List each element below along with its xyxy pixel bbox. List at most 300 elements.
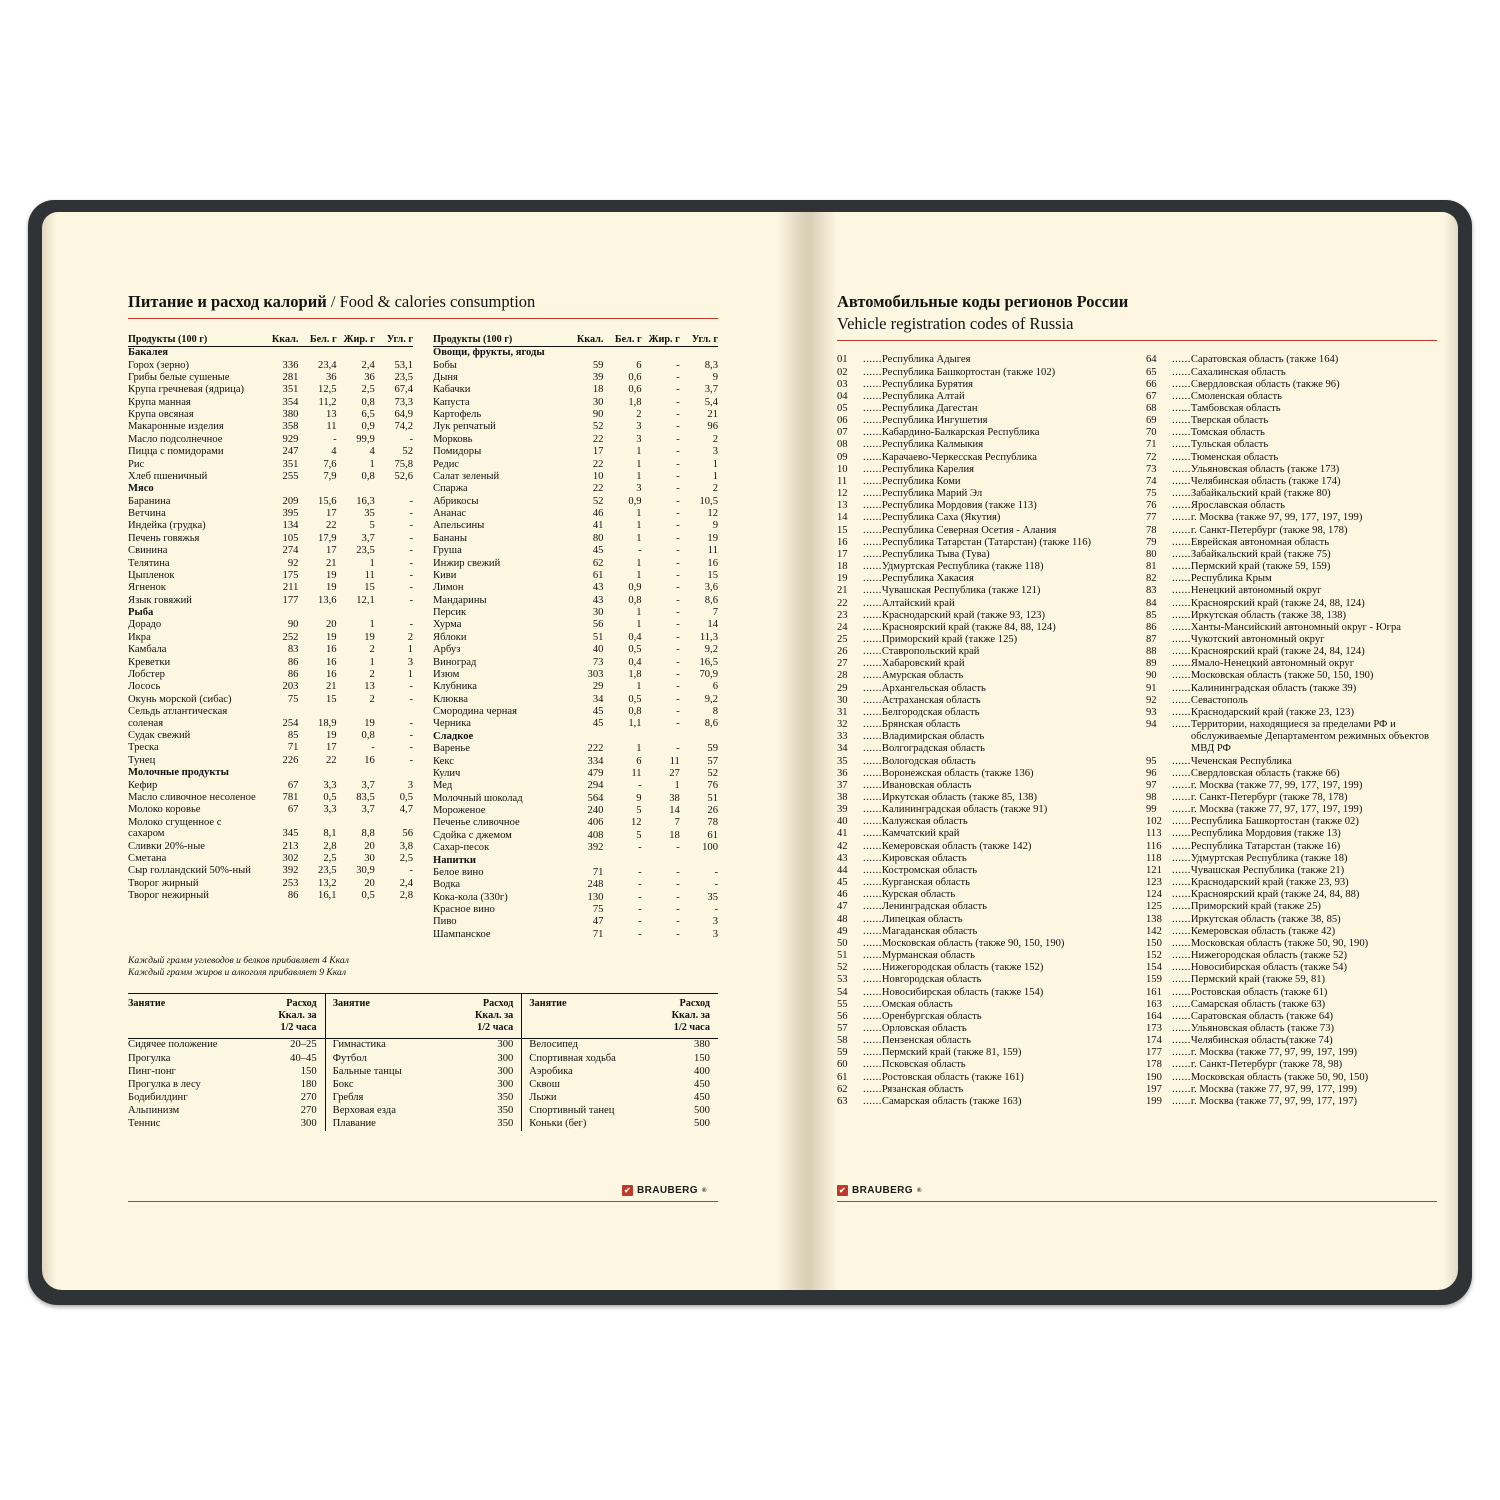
activity-kcal: 500 bbox=[694, 1105, 710, 1117]
region-code: 43 bbox=[837, 852, 848, 864]
table-row bbox=[128, 706, 413, 730]
region-name: Челябинская область (также 174) bbox=[1190, 475, 1341, 487]
food-value: 134 bbox=[282, 520, 299, 532]
region-dots: ...... bbox=[863, 500, 882, 512]
food-name: Шампанское bbox=[433, 928, 491, 940]
food-value: - bbox=[676, 557, 680, 569]
region-name: Республика Алтай bbox=[881, 390, 965, 402]
food-value: 71 bbox=[592, 866, 604, 878]
food-value: 45 bbox=[592, 545, 604, 557]
region-code-row bbox=[837, 585, 1128, 597]
food-value: 18 bbox=[592, 384, 604, 396]
table-row bbox=[433, 631, 718, 643]
region-name: Ульяновская область (также 73) bbox=[1190, 1022, 1335, 1034]
food-value: - bbox=[638, 780, 642, 792]
food-value: - bbox=[638, 866, 642, 878]
food-value: - bbox=[676, 644, 680, 656]
food-value: 0,5 bbox=[628, 693, 642, 705]
region-code: 42 bbox=[837, 840, 848, 852]
region-code: 39 bbox=[837, 804, 848, 816]
food-value: 35 bbox=[707, 891, 718, 903]
table-row bbox=[433, 594, 718, 606]
spend-line-3: 1/2 часа bbox=[673, 1021, 710, 1033]
table-row bbox=[128, 372, 413, 384]
region-code-row bbox=[1146, 610, 1437, 622]
food-name: Макаронные изделия bbox=[128, 421, 224, 433]
food-value: 334 bbox=[587, 755, 604, 767]
food-value: 1,8 bbox=[628, 396, 642, 408]
table-row bbox=[433, 829, 718, 841]
activity-name: Велосипед bbox=[522, 1038, 653, 1052]
region-name: Калининградская область (также 39) bbox=[1190, 682, 1357, 694]
food-value: 62 bbox=[592, 557, 604, 569]
region-code-row bbox=[837, 683, 1128, 695]
food-value: 209 bbox=[282, 495, 299, 507]
food-name: Капуста bbox=[433, 396, 470, 408]
region-code-row bbox=[837, 646, 1128, 658]
region-code-row bbox=[837, 403, 1128, 415]
food-value: 34 bbox=[592, 693, 604, 705]
food-value: 2 bbox=[369, 693, 375, 705]
food-name: Телятина bbox=[128, 557, 170, 569]
activity-name: Бальные танцы bbox=[325, 1065, 447, 1078]
region-code-row bbox=[1146, 914, 1437, 926]
right-page bbox=[837, 212, 1458, 1290]
region-code: 61 bbox=[837, 1071, 848, 1083]
region-name: Республика Саха (Якутия) bbox=[881, 512, 1001, 524]
region-name: Курская область bbox=[881, 889, 956, 901]
region-dots: ...... bbox=[863, 475, 882, 487]
region-code: 67 bbox=[1146, 390, 1157, 402]
food-name: Треска bbox=[128, 742, 159, 754]
region-name: Камчатский край bbox=[881, 828, 960, 840]
activity-name: Спортивная ходьба bbox=[522, 1052, 653, 1065]
region-name: Оренбургская область bbox=[881, 1010, 982, 1022]
food-value: 1 bbox=[636, 520, 642, 532]
region-code-row bbox=[1146, 950, 1437, 962]
region-code: 36 bbox=[837, 767, 848, 779]
region-name: Самарская область (также 63) bbox=[1190, 998, 1326, 1010]
region-code-row bbox=[1146, 962, 1437, 974]
food-value: 22 bbox=[592, 483, 604, 495]
region-dots: ...... bbox=[863, 828, 882, 840]
food-value: - bbox=[676, 371, 680, 383]
region-name: г. Москва (также 77, 97, 99, 177, 197) bbox=[1190, 1095, 1358, 1107]
food-column-2 bbox=[433, 333, 718, 940]
table-row bbox=[128, 384, 413, 396]
food-value: 9,2 bbox=[704, 644, 718, 656]
table-row bbox=[433, 495, 718, 507]
food-value: 18,9 bbox=[318, 717, 337, 729]
food-value: 16 bbox=[707, 557, 718, 569]
food-value: 5 bbox=[369, 520, 375, 532]
header-protein: Бел. г bbox=[309, 333, 337, 345]
region-name: Московская область (также 90, 150, 190) bbox=[881, 937, 1065, 949]
food-value: 2,8 bbox=[399, 890, 413, 902]
region-code: 87 bbox=[1146, 633, 1157, 645]
region-name: Чувашская Республика (также 121) bbox=[881, 585, 1041, 597]
food-value: 73,3 bbox=[394, 396, 413, 408]
region-name: Севастополь bbox=[1190, 694, 1248, 706]
brand-registered-icon: ® bbox=[916, 1187, 922, 1194]
food-value: 13 bbox=[326, 409, 337, 421]
food-name: Икра bbox=[128, 631, 151, 643]
food-value: 52 bbox=[402, 446, 413, 458]
food-value: 1 bbox=[674, 780, 680, 792]
region-code: 70 bbox=[1146, 427, 1157, 439]
region-code: 18 bbox=[837, 561, 848, 573]
food-value: - bbox=[676, 891, 680, 903]
region-dots: ...... bbox=[1172, 1083, 1191, 1095]
food-value: 19 bbox=[326, 582, 337, 594]
food-value: - bbox=[409, 730, 413, 741]
food-value: 16,1 bbox=[318, 890, 337, 902]
food-value: - bbox=[676, 446, 680, 458]
food-value: 358 bbox=[282, 421, 299, 433]
region-dots: ...... bbox=[863, 694, 882, 706]
food-value: 4,7 bbox=[399, 804, 413, 816]
region-code: 197 bbox=[1146, 1083, 1162, 1095]
table-row bbox=[128, 779, 413, 791]
spend-line-2: Ккал. за bbox=[671, 1009, 710, 1021]
region-code-row bbox=[837, 804, 1128, 816]
food-value: 43 bbox=[592, 582, 604, 594]
food-value: 59 bbox=[707, 743, 718, 755]
region-name: г. Москва (также 77, 97, 99, 177, 199) bbox=[1190, 1083, 1358, 1095]
region-name: Республика Крым bbox=[1190, 573, 1272, 585]
calorie-note-1: Каждый грамм углеводов и белков прибавляет 4 Ккал bbox=[128, 954, 349, 966]
food-value: 9,2 bbox=[704, 693, 718, 705]
food-value: 2 bbox=[712, 483, 718, 495]
activity-name: Спортивный танец bbox=[522, 1105, 653, 1118]
activity-name: Верховая езда bbox=[325, 1105, 447, 1118]
food-name: Баранина bbox=[128, 495, 171, 507]
food-group-name: Рыба bbox=[128, 607, 154, 619]
region-code-row bbox=[837, 695, 1128, 707]
food-value: - bbox=[676, 569, 680, 581]
spend-line-1: Расход bbox=[286, 997, 317, 1009]
region-code: 123 bbox=[1146, 877, 1162, 889]
region-dots: ...... bbox=[863, 816, 882, 828]
food-value: 0,9 bbox=[628, 582, 642, 594]
food-value: 78 bbox=[707, 817, 718, 829]
page-gutter-shadow bbox=[777, 212, 837, 1290]
food-value: - bbox=[676, 879, 680, 891]
food-value: - bbox=[676, 607, 680, 619]
region-dots: ...... bbox=[1172, 609, 1191, 621]
region-dots: ...... bbox=[863, 1022, 882, 1034]
food-value: 13 bbox=[364, 681, 375, 693]
region-name: Республика Дагестан bbox=[881, 403, 978, 415]
region-code: 53 bbox=[837, 974, 848, 986]
region-dots: ...... bbox=[863, 962, 882, 974]
food-value: 1 bbox=[636, 743, 642, 755]
food-value: 1 bbox=[712, 470, 718, 482]
region-name: Иркутская область (также 38, 85) bbox=[1190, 913, 1341, 925]
table-row bbox=[325, 1038, 521, 1052]
region-name: Архангельская область bbox=[881, 682, 986, 694]
region-dots: ...... bbox=[1172, 658, 1191, 670]
food-value: 17 bbox=[326, 508, 337, 520]
region-code-row bbox=[837, 974, 1128, 986]
region-name: Ненецкий автономный округ bbox=[1190, 585, 1322, 597]
food-value: - bbox=[409, 865, 413, 877]
food-value: 45 bbox=[592, 706, 604, 718]
region-code: 31 bbox=[837, 706, 848, 718]
food-value: 1,1 bbox=[628, 718, 642, 730]
region-dots: ...... bbox=[1172, 998, 1191, 1010]
region-code: 13 bbox=[837, 500, 848, 512]
food-name: Красное вино bbox=[433, 904, 495, 916]
food-group-header bbox=[433, 346, 718, 359]
table-row bbox=[433, 669, 718, 681]
activity-kcal: 400 bbox=[694, 1065, 710, 1077]
region-dots: ...... bbox=[1172, 451, 1191, 463]
region-code-row bbox=[1146, 780, 1437, 792]
region-code: 116 bbox=[1146, 840, 1162, 852]
region-code-row bbox=[837, 841, 1128, 853]
table-row bbox=[522, 1078, 718, 1091]
region-code: 58 bbox=[837, 1035, 848, 1047]
region-code-row bbox=[837, 354, 1128, 366]
food-name: Свинина bbox=[128, 545, 168, 557]
region-code: 154 bbox=[1146, 962, 1162, 974]
region-code: 44 bbox=[837, 864, 848, 876]
food-value: 3,7 bbox=[361, 532, 375, 544]
region-code-row bbox=[837, 573, 1128, 585]
food-name: Виноград bbox=[433, 656, 477, 668]
region-name: Самарская область (также 163) bbox=[881, 1095, 1022, 1107]
food-value: 30,9 bbox=[356, 865, 375, 877]
region-dots: ...... bbox=[1172, 950, 1191, 962]
food-value: 23,5 bbox=[356, 545, 375, 557]
region-dots: ...... bbox=[1172, 427, 1191, 439]
region-code: 47 bbox=[837, 901, 848, 913]
region-code: 26 bbox=[837, 646, 848, 658]
food-value: 281 bbox=[282, 371, 299, 383]
region-dots: ...... bbox=[1172, 1071, 1191, 1083]
food-value: 6 bbox=[636, 359, 642, 371]
region-code: 124 bbox=[1146, 889, 1162, 901]
food-value: 3 bbox=[407, 779, 413, 791]
table-row bbox=[433, 755, 718, 767]
table-row bbox=[433, 916, 718, 928]
region-code: 60 bbox=[837, 1059, 848, 1071]
table-row bbox=[522, 1038, 718, 1052]
food-value: 0,8 bbox=[361, 396, 375, 408]
table-row bbox=[128, 1078, 325, 1091]
table-row bbox=[128, 840, 413, 852]
food-value: - bbox=[676, 594, 680, 606]
food-value: 74,2 bbox=[394, 421, 413, 433]
food-name: Апельсины bbox=[433, 520, 485, 532]
food-value: 80 bbox=[592, 532, 604, 544]
table-row bbox=[325, 1052, 521, 1065]
region-dots: ...... bbox=[863, 731, 882, 743]
region-code-row bbox=[837, 707, 1128, 719]
region-name: Курганская область bbox=[881, 877, 970, 889]
food-name: Спаржа bbox=[433, 483, 468, 495]
region-code: 138 bbox=[1146, 913, 1162, 925]
food-value: 211 bbox=[282, 582, 299, 594]
food-value: 0,9 bbox=[361, 421, 375, 433]
food-value: - bbox=[714, 904, 718, 916]
region-code: 68 bbox=[1146, 403, 1157, 415]
table-row bbox=[433, 743, 718, 755]
region-code-row bbox=[837, 889, 1128, 901]
region-code: 75 bbox=[1146, 488, 1157, 500]
region-name: Липецкая область bbox=[881, 913, 963, 925]
region-code: 07 bbox=[837, 427, 848, 439]
table-row bbox=[128, 631, 413, 643]
region-name: Тульская область bbox=[1190, 439, 1269, 451]
region-code-row bbox=[837, 1084, 1128, 1096]
food-value: 351 bbox=[282, 384, 299, 396]
region-name: Астраханская область bbox=[881, 694, 981, 706]
food-name: Мед bbox=[433, 780, 453, 792]
region-code-row bbox=[1146, 354, 1437, 366]
food-value: - bbox=[676, 508, 680, 520]
food-value: 17 bbox=[592, 446, 604, 458]
activity-kcal: 500 bbox=[694, 1118, 710, 1130]
region-code: 177 bbox=[1146, 1047, 1162, 1059]
region-code: 52 bbox=[837, 962, 848, 974]
food-name: Белое вино bbox=[433, 866, 484, 878]
right-title-rule bbox=[837, 340, 1437, 341]
region-dots: ...... bbox=[863, 719, 882, 731]
food-value: 23,5 bbox=[318, 865, 337, 877]
food-value: - bbox=[714, 879, 718, 891]
food-value: - bbox=[638, 842, 642, 854]
food-value: 7 bbox=[712, 607, 718, 619]
food-name: Печенье сливочное bbox=[433, 817, 520, 829]
food-group-name: Напитки bbox=[433, 854, 477, 866]
food-name: Клюква bbox=[433, 693, 468, 705]
table-row bbox=[433, 619, 718, 631]
region-code: 98 bbox=[1146, 792, 1157, 804]
food-value: 9 bbox=[636, 792, 642, 804]
food-value: 92 bbox=[287, 557, 299, 569]
region-code: 12 bbox=[837, 488, 848, 500]
food-value: 336 bbox=[282, 359, 299, 371]
food-name: Мандарины bbox=[433, 594, 487, 606]
food-value: 14 bbox=[707, 619, 718, 631]
food-value: 1 bbox=[369, 656, 375, 668]
region-code: 56 bbox=[837, 1010, 848, 1022]
right-footer-rule bbox=[837, 1201, 1437, 1202]
food-value: 19 bbox=[326, 631, 337, 643]
region-code-row bbox=[837, 379, 1128, 391]
region-code: 96 bbox=[1146, 767, 1157, 779]
region-name: Воронежская область (также 136) bbox=[881, 767, 1034, 779]
food-value: 56 bbox=[402, 828, 413, 840]
region-code: 74 bbox=[1146, 475, 1157, 487]
region-code: 57 bbox=[837, 1022, 848, 1034]
activity-name: Теннис bbox=[128, 1118, 161, 1130]
region-dots: ...... bbox=[1172, 877, 1191, 889]
food-value: 20 bbox=[326, 619, 337, 631]
table-row bbox=[433, 483, 718, 495]
food-value: 61 bbox=[707, 829, 718, 841]
food-value: - bbox=[676, 458, 680, 470]
food-value: 253 bbox=[282, 877, 299, 889]
region-dots: ...... bbox=[1172, 901, 1191, 913]
spend-line-1: Расход bbox=[679, 997, 710, 1009]
table-row bbox=[128, 545, 413, 557]
region-code: 27 bbox=[837, 658, 848, 670]
region-code: 91 bbox=[1146, 682, 1157, 694]
region-code-row bbox=[837, 1096, 1128, 1108]
food-value: 10,5 bbox=[699, 495, 718, 507]
region-code: 24 bbox=[837, 621, 848, 633]
food-value: 13,6 bbox=[318, 594, 337, 606]
food-value: 64,9 bbox=[394, 409, 413, 421]
region-name: Алтайский край bbox=[881, 597, 955, 609]
food-name: Кулич bbox=[433, 767, 461, 779]
table-row bbox=[433, 644, 718, 656]
table-row bbox=[433, 842, 718, 854]
header-carb: Угл. г bbox=[691, 333, 718, 345]
region-code: 159 bbox=[1146, 974, 1162, 986]
region-name: Республика Бурятия bbox=[881, 378, 974, 390]
food-value: 3 bbox=[712, 446, 718, 458]
activity-table-1 bbox=[128, 994, 325, 1131]
right-page-title bbox=[837, 292, 1437, 334]
region-name: Белгородская область bbox=[881, 706, 980, 718]
header-fat: Жир. г bbox=[343, 333, 375, 345]
region-code-row bbox=[1146, 1011, 1437, 1023]
table-row bbox=[433, 681, 718, 693]
region-code-row bbox=[1146, 841, 1437, 853]
food-name: Яблоки bbox=[433, 631, 467, 643]
table-row bbox=[433, 471, 718, 483]
food-name: Окунь морской (сибас) bbox=[128, 693, 232, 705]
region-dots: ...... bbox=[863, 366, 882, 378]
food-value: - bbox=[638, 879, 642, 891]
region-code: 25 bbox=[837, 633, 848, 645]
region-name: Территории, находящиеся за пределами РФ и обслуживаемые Департаментом режимных объектов МВД РФ bbox=[1190, 719, 1430, 755]
region-code-row bbox=[837, 598, 1128, 610]
food-name: Пицца с помидорами bbox=[128, 446, 224, 458]
region-code-row bbox=[1146, 889, 1437, 901]
table-row bbox=[522, 1092, 718, 1105]
food-value: 12,5 bbox=[318, 384, 337, 396]
table-row bbox=[433, 867, 718, 879]
region-dots: ...... bbox=[863, 1083, 882, 1095]
food-value: 16 bbox=[326, 644, 337, 656]
food-value: 10 bbox=[592, 470, 604, 482]
region-code-row bbox=[837, 500, 1128, 512]
region-code-row bbox=[837, 780, 1128, 792]
region-dots: ...... bbox=[1172, 864, 1191, 876]
food-name: Горох (зерно) bbox=[128, 359, 189, 371]
food-value: 1 bbox=[636, 458, 642, 470]
region-code-row bbox=[837, 768, 1128, 780]
region-name: Ставропольский край bbox=[881, 646, 980, 658]
region-name: г. Санкт-Петербург (также 78, 178) bbox=[1190, 792, 1348, 804]
region-code-row bbox=[1146, 367, 1437, 379]
region-name: Республика Башкортостан (также 02) bbox=[1190, 816, 1359, 828]
table-row bbox=[128, 557, 413, 569]
table-row bbox=[128, 582, 413, 594]
region-name: Владимирская область bbox=[881, 731, 985, 743]
food-value: 46 bbox=[592, 508, 604, 520]
region-code: 63 bbox=[837, 1095, 848, 1107]
region-name: Чувашская Республика (также 21) bbox=[1190, 864, 1345, 876]
food-column-1 bbox=[128, 333, 413, 940]
region-dots: ...... bbox=[1172, 573, 1191, 585]
region-dots: ...... bbox=[1172, 415, 1191, 427]
